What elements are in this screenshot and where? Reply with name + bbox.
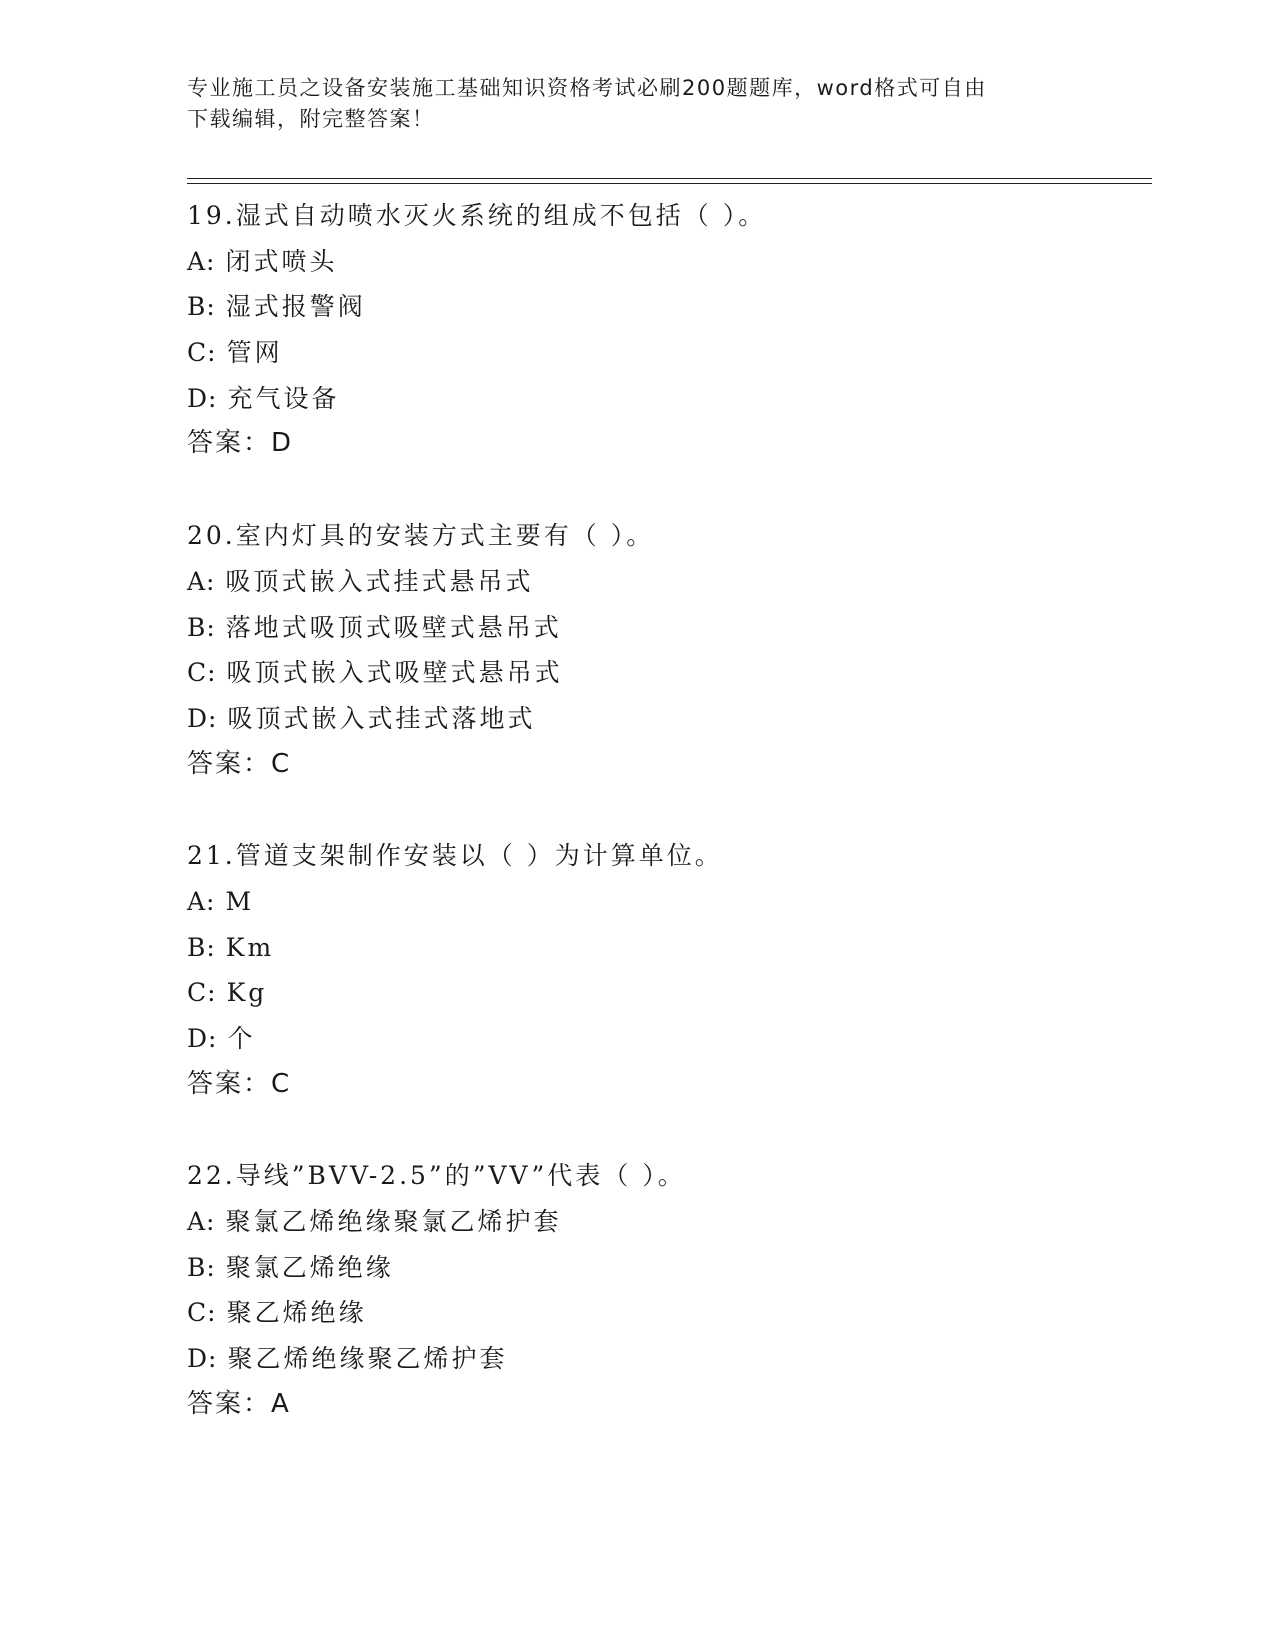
answer-label: 答案：	[187, 1068, 272, 1099]
answer-value: A	[271, 1388, 289, 1419]
question-text: 湿式自动喷水灭火系统的组成不包括（ ）。	[235, 201, 767, 230]
option-text: M	[225, 886, 255, 916]
answer-label: 答案：	[187, 748, 272, 779]
answer-label: 答案：	[187, 1388, 272, 1419]
option-text: 闭式喷头	[225, 246, 338, 276]
option-a	[187, 559, 1147, 605]
option-key: D:	[187, 383, 218, 413]
header-divider-bottom	[187, 183, 1152, 184]
option-a	[187, 879, 1147, 925]
option-text: 聚氯乙烯绝缘	[225, 1252, 394, 1282]
option-d	[187, 376, 1147, 422]
option-key: B:	[187, 932, 216, 962]
option-key: C:	[187, 658, 217, 688]
option-c	[187, 650, 1147, 696]
question-text: 管道支架制作安装以（ ）为计算单位。	[235, 841, 723, 871]
option-text: 吸顶式嵌入式挂式落地式	[227, 703, 536, 733]
option-text: 充气设备	[227, 383, 340, 413]
option-key: B:	[187, 1252, 216, 1282]
option-text: 湿式报警阀	[225, 292, 366, 322]
option-c	[187, 330, 1147, 376]
header-line-2: 下载编辑，附完整答案！	[187, 107, 435, 131]
header-divider-top	[187, 178, 1152, 179]
document-header	[187, 73, 1087, 135]
question-20	[187, 513, 1147, 787]
question-21	[187, 833, 1147, 1107]
question-22	[187, 1153, 1147, 1427]
question-stem	[187, 193, 1147, 239]
question-text: 室内灯具的安装方式主要有（ ）。	[235, 521, 655, 551]
option-d	[187, 1016, 1147, 1062]
option-key: A:	[187, 1207, 216, 1237]
option-a	[187, 1199, 1147, 1245]
option-text: 吸顶式嵌入式吸壁式悬吊式	[226, 658, 563, 688]
option-key: A:	[187, 246, 216, 276]
option-c	[187, 970, 1147, 1016]
option-key: D:	[187, 1344, 218, 1374]
question-stem	[187, 1153, 1147, 1199]
question-number: 20.	[187, 521, 236, 551]
option-key: B:	[187, 612, 216, 642]
answer-line	[187, 421, 1147, 467]
question-stem	[187, 833, 1147, 879]
option-key: D:	[187, 703, 218, 733]
option-b	[187, 284, 1147, 330]
option-key: D:	[187, 1024, 218, 1053]
answer-line	[187, 1062, 1147, 1108]
answer-line	[187, 742, 1147, 788]
question-number: 19.	[187, 201, 236, 230]
question-text: 导线”BVV-2.5”的”VV”代表（ ）。	[235, 1161, 686, 1191]
option-text: Km	[225, 932, 275, 962]
option-c	[187, 1290, 1147, 1336]
option-text: 聚乙烯绝缘	[226, 1298, 367, 1328]
option-key: A:	[187, 566, 216, 596]
answer-value: D	[271, 428, 292, 459]
option-b	[187, 1245, 1147, 1291]
option-text: 聚氯乙烯绝缘聚氯乙烯护套	[225, 1207, 562, 1237]
option-text: 管网	[226, 338, 283, 368]
question-list	[187, 193, 1147, 1474]
option-b	[187, 925, 1147, 971]
option-text: 吸顶式嵌入式挂式悬吊式	[225, 566, 534, 596]
answer-value: C	[271, 1068, 290, 1099]
option-text: 落地式吸顶式吸壁式悬吊式	[225, 612, 562, 642]
question-stem	[187, 513, 1147, 559]
answer-line	[187, 1382, 1147, 1428]
option-d	[187, 1336, 1147, 1382]
option-key: C:	[187, 338, 217, 368]
question-number: 21.	[187, 841, 236, 871]
option-text: 聚乙烯绝缘聚乙烯护套	[227, 1344, 508, 1374]
question-number: 22.	[187, 1161, 236, 1191]
option-key: A:	[187, 886, 216, 916]
option-text: Kg	[226, 978, 268, 1008]
option-a	[187, 239, 1147, 285]
option-d	[187, 696, 1147, 742]
option-key: C:	[187, 978, 217, 1008]
option-key: C:	[187, 1298, 217, 1328]
option-b	[187, 605, 1147, 651]
question-19	[187, 193, 1147, 467]
option-text: 个	[227, 1024, 256, 1053]
answer-label: 答案：	[187, 428, 272, 459]
answer-value: C	[271, 748, 290, 779]
header-line-1: 专业施工员之设备安装施工基础知识资格考试必刷200题题库，word格式可自由	[187, 76, 987, 100]
option-key: B:	[187, 292, 216, 322]
